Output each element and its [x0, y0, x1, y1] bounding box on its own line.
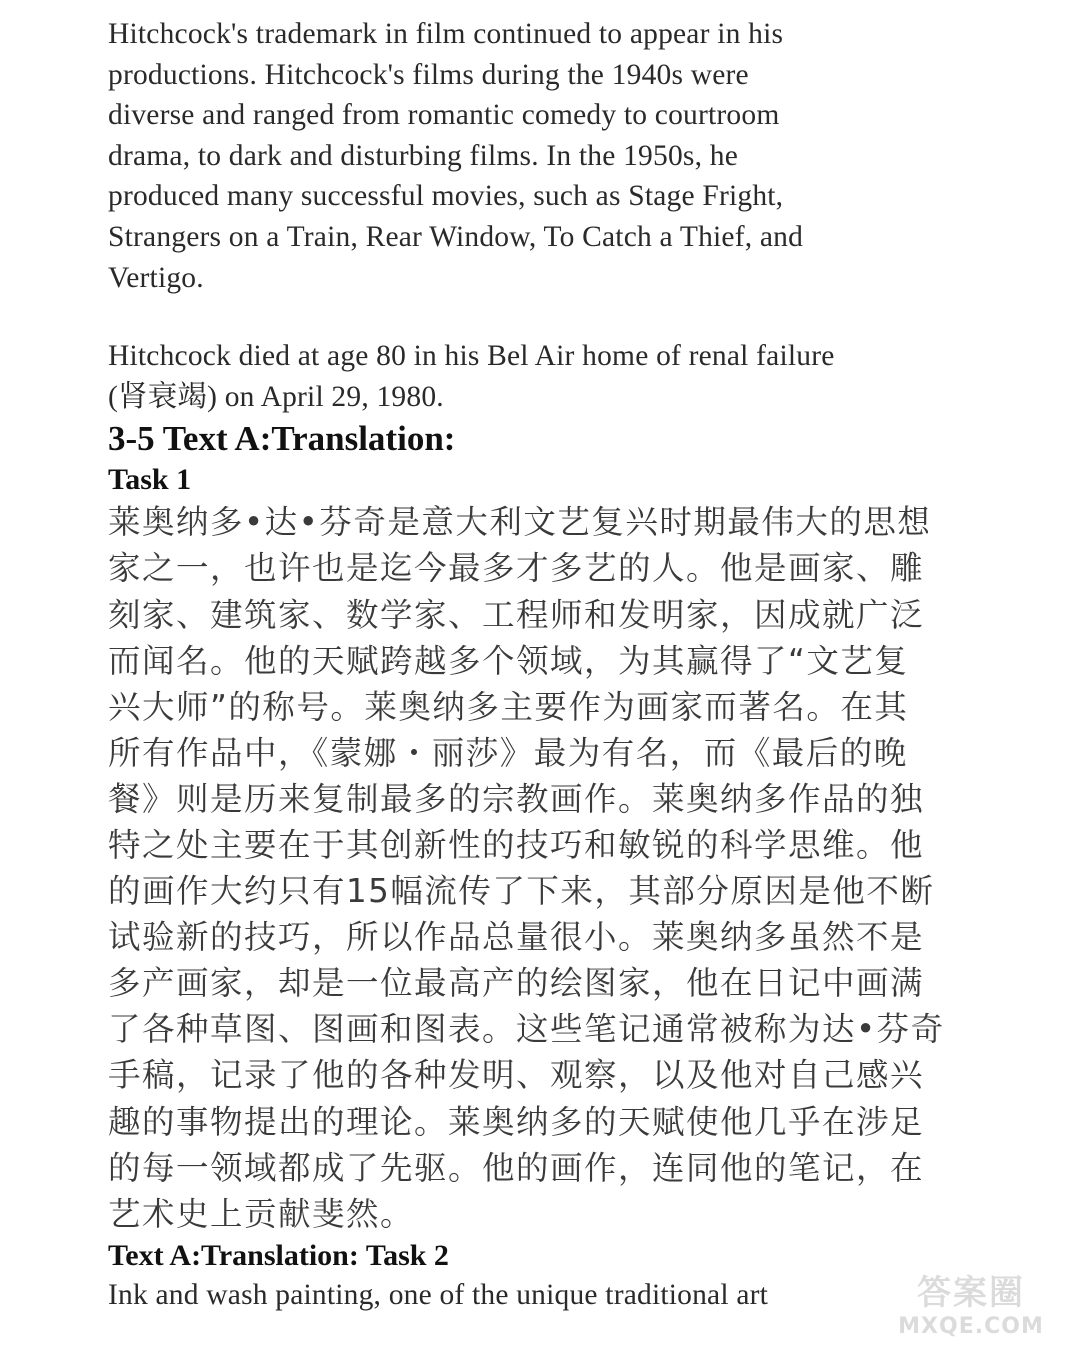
text-line: (肾衰竭) on April 29, 1980.: [108, 380, 444, 413]
text-line: 了各种草图、图画和图表。这些笔记通常被称为达•芬奇: [108, 1010, 945, 1049]
section-heading: 3-5 Text A:Translation:: [108, 419, 456, 459]
text-line: Strangers on a Train, Rear Window, To Catch a Thief, and: [108, 220, 804, 253]
text-line: drama, to dark and disturbing films. In the 1950s, he: [108, 139, 738, 172]
text-line: 多产画家，却是一位最高产的绘图家，他在日记中画满: [108, 964, 925, 1003]
text-line: 家之一，也许也是迄今最多才多艺的人。他是画家、雕: [108, 549, 925, 588]
text-line: 所有作品中，《蒙娜・丽莎》最为有名，而《最后的晚: [108, 733, 908, 772]
text-line: 手稿，记录了他的各种发明、观察，以及他对自己感兴: [108, 1056, 925, 1095]
text-line: 艺术史上贡献斐然。: [108, 1194, 415, 1233]
text-line: 而闻名。他的天赋跨越多个领域，为其赢得了“文艺复: [108, 641, 909, 680]
task2-heading: Text A:Translation: Task 2: [108, 1238, 449, 1272]
document-page: [108, 14, 988, 1315]
task2-translation-text: [108, 1275, 988, 1316]
text-line: Hitchcock's trademark in film continued to appear in his: [108, 18, 784, 50]
text-line: 的画作大约只有15幅流传了下来，其部分原因是他不断: [108, 872, 935, 911]
text-line: 的每一领域都成了先驱。他的画作，连同他的笔记，在: [108, 1148, 925, 1187]
task1-heading: Task 1: [108, 463, 192, 497]
text-line: 兴大师”的称号。莱奥纳多主要作为画家而著名。在其: [108, 687, 909, 726]
text-line: productions. Hitchcock's films during the 1940s were: [108, 58, 749, 91]
text-line: Hitchcock died at age 80 in his Bel Air home of renal failure: [108, 340, 835, 373]
text-line: Ink and wash painting, one of the unique traditional art: [108, 1278, 769, 1311]
hitchcock-paragraph-1: [108, 14, 988, 298]
watermark-title: 答案圈: [917, 1273, 1025, 1313]
text-line: 趣的事物提出的理论。莱奥纳多的天赋使他几乎在涉足: [108, 1102, 925, 1141]
text-line: 试验新的技巧，所以作品总量很小。莱奥纳多虽然不是: [108, 918, 925, 957]
watermark-url: MXQE.COM: [898, 1314, 1044, 1339]
text-line: Vertigo.: [108, 261, 204, 294]
text-line: produced many successful movies, such as Stage Fright,: [108, 180, 784, 213]
hitchcock-paragraph-2: [108, 336, 988, 417]
watermark-logo: [876, 1273, 1066, 1343]
paragraph-gap: [108, 298, 988, 336]
text-line: 刻家、建筑家、数学家、工程师和发明家，因成就广泛: [108, 595, 925, 634]
text-line: 特之处主要在于其创新性的技巧和敏锐的科学思维。他: [108, 826, 925, 864]
text-line: 餐》则是历来复制最多的宗教画作。莱奥纳多作品的独: [108, 779, 925, 818]
task1-translation-text: [108, 499, 988, 1237]
text-line: diverse and ranged from romantic comedy to courtroom: [108, 99, 780, 132]
text-line: 莱奥纳多•达•芬奇是意大利文艺复兴时期最伟大的思想: [108, 503, 932, 542]
